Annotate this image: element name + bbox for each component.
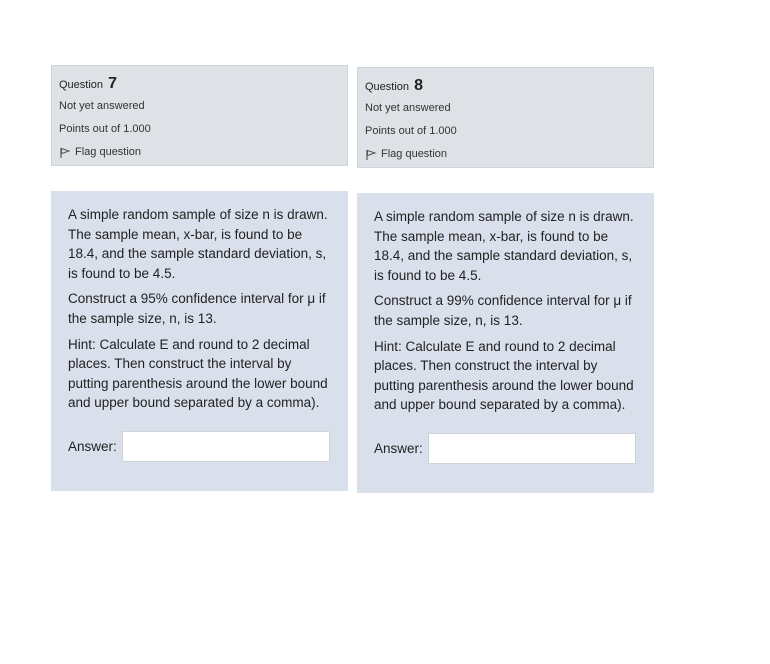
question-number: 8 — [414, 77, 423, 94]
question-paragraph: Hint: Calculate E and round to 2 decimal places. Then construct the interval by putting parenthesis around the lower bound and upper bound separated by a comma). — [374, 338, 634, 413]
question-state: Not yet answered — [365, 102, 451, 114]
answer-input[interactable] — [428, 433, 636, 464]
question-paragraph: Construct a 95% confidence interval for μ if the sample size, n, is 13. — [68, 291, 326, 326]
flag-question-button[interactable] — [365, 146, 645, 163]
flag-icon — [59, 147, 71, 159]
question-paragraph: Construct a 99% confidence interval for μ if the sample size, n, is 13. — [374, 293, 632, 328]
question-text — [374, 207, 638, 415]
flag-question-label[interactable]: Flag question — [75, 146, 142, 158]
answer-input[interactable] — [122, 431, 330, 462]
flag-question-label[interactable]: Flag question — [381, 148, 448, 160]
flag-question-button[interactable] — [59, 144, 339, 161]
question-text — [68, 205, 332, 413]
question-paragraph: Hint: Calculate E and round to 2 decimal places. Then construct the interval by putting parenthesis around the lower bound and upper bound separated by a comma). — [68, 336, 328, 411]
question-number: 7 — [108, 75, 117, 92]
question-grade: Points out of 1.000 — [365, 125, 457, 137]
answer-label: Answer: — [374, 440, 423, 456]
question-8-info — [357, 67, 654, 168]
question-8-content — [357, 193, 654, 493]
answer-row — [68, 431, 332, 462]
question-label: Question — [59, 79, 104, 91]
question-7-number — [59, 75, 339, 92]
flag-icon — [365, 149, 377, 161]
question-state: Not yet answered — [59, 100, 145, 112]
question-paragraph: A simple random sample of size n is drawn. The sample mean, x-bar, is found to be 18.4, and the sample standard deviation, s, is found to be 4.5. — [68, 207, 328, 281]
question-7-content — [51, 191, 348, 491]
answer-row — [374, 433, 638, 464]
answer-label: Answer: — [68, 438, 117, 454]
question-paragraph: A simple random sample of size n is drawn. The sample mean, x-bar, is found to be 18.4, and the sample standard deviation, s, is found to be 4.5. — [374, 209, 634, 283]
question-grade: Points out of 1.000 — [59, 123, 151, 135]
question-7-info — [51, 65, 348, 166]
question-8-number — [365, 77, 645, 94]
question-label: Question — [365, 81, 410, 93]
